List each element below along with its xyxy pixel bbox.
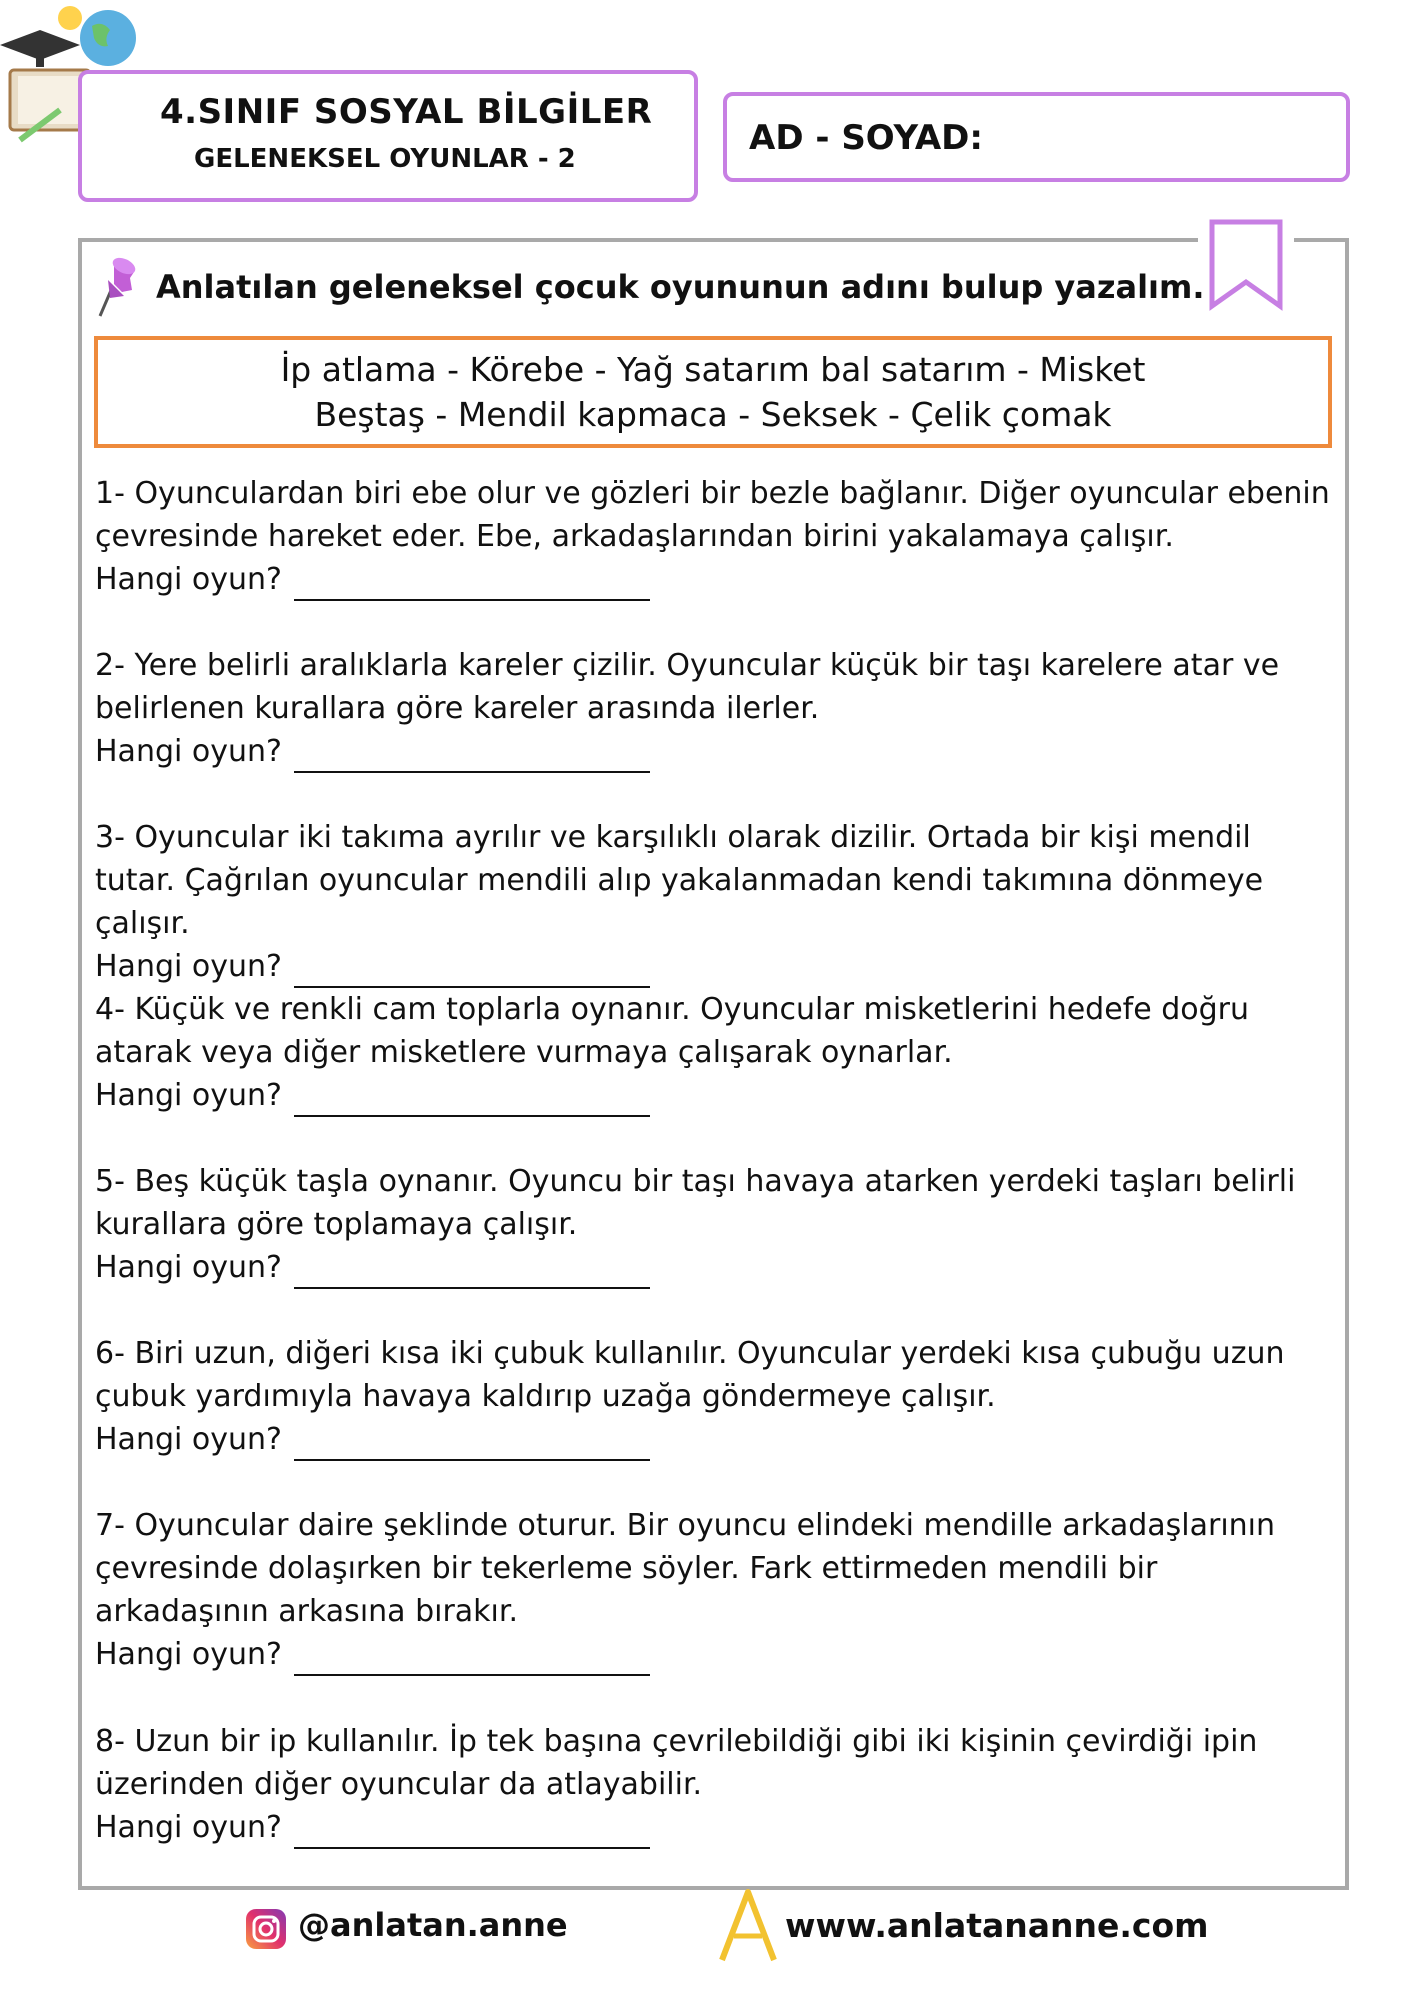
question-item — [95, 816, 1335, 988]
answer-field[interactable] — [294, 1817, 650, 1849]
answer-prompt: Hangi oyun? — [95, 1078, 282, 1113]
question-text: 8- Uzun bir ip kullanılır. İp tek başına çevrilebildiği gibi iki kişinin çevirdiği ipin üzerinden diğer oyuncular da atlayabilir. — [95, 1724, 1258, 1802]
answer-field[interactable] — [294, 741, 650, 773]
page-subtitle: GELENEKSEL OYUNLAR - 2 — [194, 144, 576, 174]
question-item — [95, 472, 1335, 601]
question-text: 4- Küçük ve renkli cam toplarla oynanır. Oyuncular misketlerini hedefe doğru atarak veya diğer misketlere vurmaya çalışarak oynarlar. — [95, 992, 1250, 1070]
question-text: 1- Oyunculardan biri ebe olur ve gözleri bir bezle bağlanır. Diğer oyuncular ebenin çevresinde hareket eder. Ebe, arkadaşlarından birini yakalamaya çalışır. — [95, 476, 1330, 554]
pushpin-icon — [94, 254, 146, 324]
question-item — [95, 644, 1335, 773]
question-text: 7- Oyuncular daire şeklinde oturur. Bir oyuncu elindeki mendille arkadaşlarının çevresinde dolaşırken bir tekerleme söyler. Fark ettirmeden mendili bir arkadaşının arkasına bırakır. — [95, 1508, 1276, 1629]
answer-field[interactable] — [294, 1644, 650, 1676]
name-label: AD - SOYAD: — [749, 118, 983, 158]
name-field[interactable] — [723, 92, 1350, 182]
word-bank-line: İp atlama - Körebe - Yağ satarım bal satarım - Misket — [280, 350, 1146, 389]
answer-prompt: Hangi oyun? — [95, 949, 282, 984]
word-bank — [94, 336, 1332, 448]
word-bank-line: Beştaş - Mendil kapmaca - Seksek - Çelik çomak — [314, 395, 1112, 434]
website-link[interactable]: www.anlatananne.com — [785, 1906, 1209, 1945]
answer-field[interactable] — [294, 569, 650, 601]
answer-prompt: Hangi oyun? — [95, 734, 282, 769]
answer-prompt: Hangi oyun? — [95, 562, 282, 597]
bookmark-icon — [1198, 218, 1294, 314]
brand-a-logo-icon — [718, 1888, 778, 1962]
answer-field[interactable] — [294, 1429, 650, 1461]
title-box — [78, 70, 698, 202]
question-item — [95, 988, 1335, 1117]
page-title: 4.SINIF SOSYAL BİLGİLER — [160, 92, 653, 132]
question-item — [95, 1160, 1335, 1289]
question-item — [95, 1332, 1335, 1461]
answer-prompt: Hangi oyun? — [95, 1637, 282, 1672]
answer-prompt: Hangi oyun? — [95, 1250, 282, 1285]
instruction-text: Anlatılan geleneksel çocuk oyununun adını bulup yazalım. — [156, 268, 1205, 306]
answer-field[interactable] — [294, 1085, 650, 1117]
instagram-icon — [245, 1908, 287, 1950]
answer-prompt: Hangi oyun? — [95, 1422, 282, 1457]
question-text: 2- Yere belirli aralıklarla kareler çizilir. Oyuncular küçük bir taşı karelere atar ve belirlenen kurallara göre kareler arasında ilerler. — [95, 648, 1280, 726]
question-text: 6- Biri uzun, diğeri kısa iki çubuk kullanılır. Oyuncular yerdeki kısa çubuğu uzun çubuk yardımıyla havaya kaldırıp uzağa göndermeye çalışır. — [95, 1336, 1285, 1414]
question-item — [95, 1720, 1335, 1849]
answer-field[interactable] — [294, 956, 650, 988]
instagram-handle: @anlatan.anne — [298, 1906, 568, 1944]
answer-field[interactable] — [294, 1257, 650, 1289]
question-text: 3- Oyuncular iki takıma ayrılır ve karşılıklı olarak dizilir. Ortada bir kişi mendil tutar. Çağrılan oyuncular mendili alıp yakalanmadan kendi takımına dönmeye çalışır. — [95, 820, 1264, 941]
answer-prompt: Hangi oyun? — [95, 1810, 282, 1845]
question-item — [95, 1504, 1335, 1676]
question-text: 5- Beş küçük taşla oynanır. Oyuncu bir taşı havaya atarken yerdeki taşları belirli kurallara göre toplamaya çalışır. — [95, 1164, 1296, 1242]
